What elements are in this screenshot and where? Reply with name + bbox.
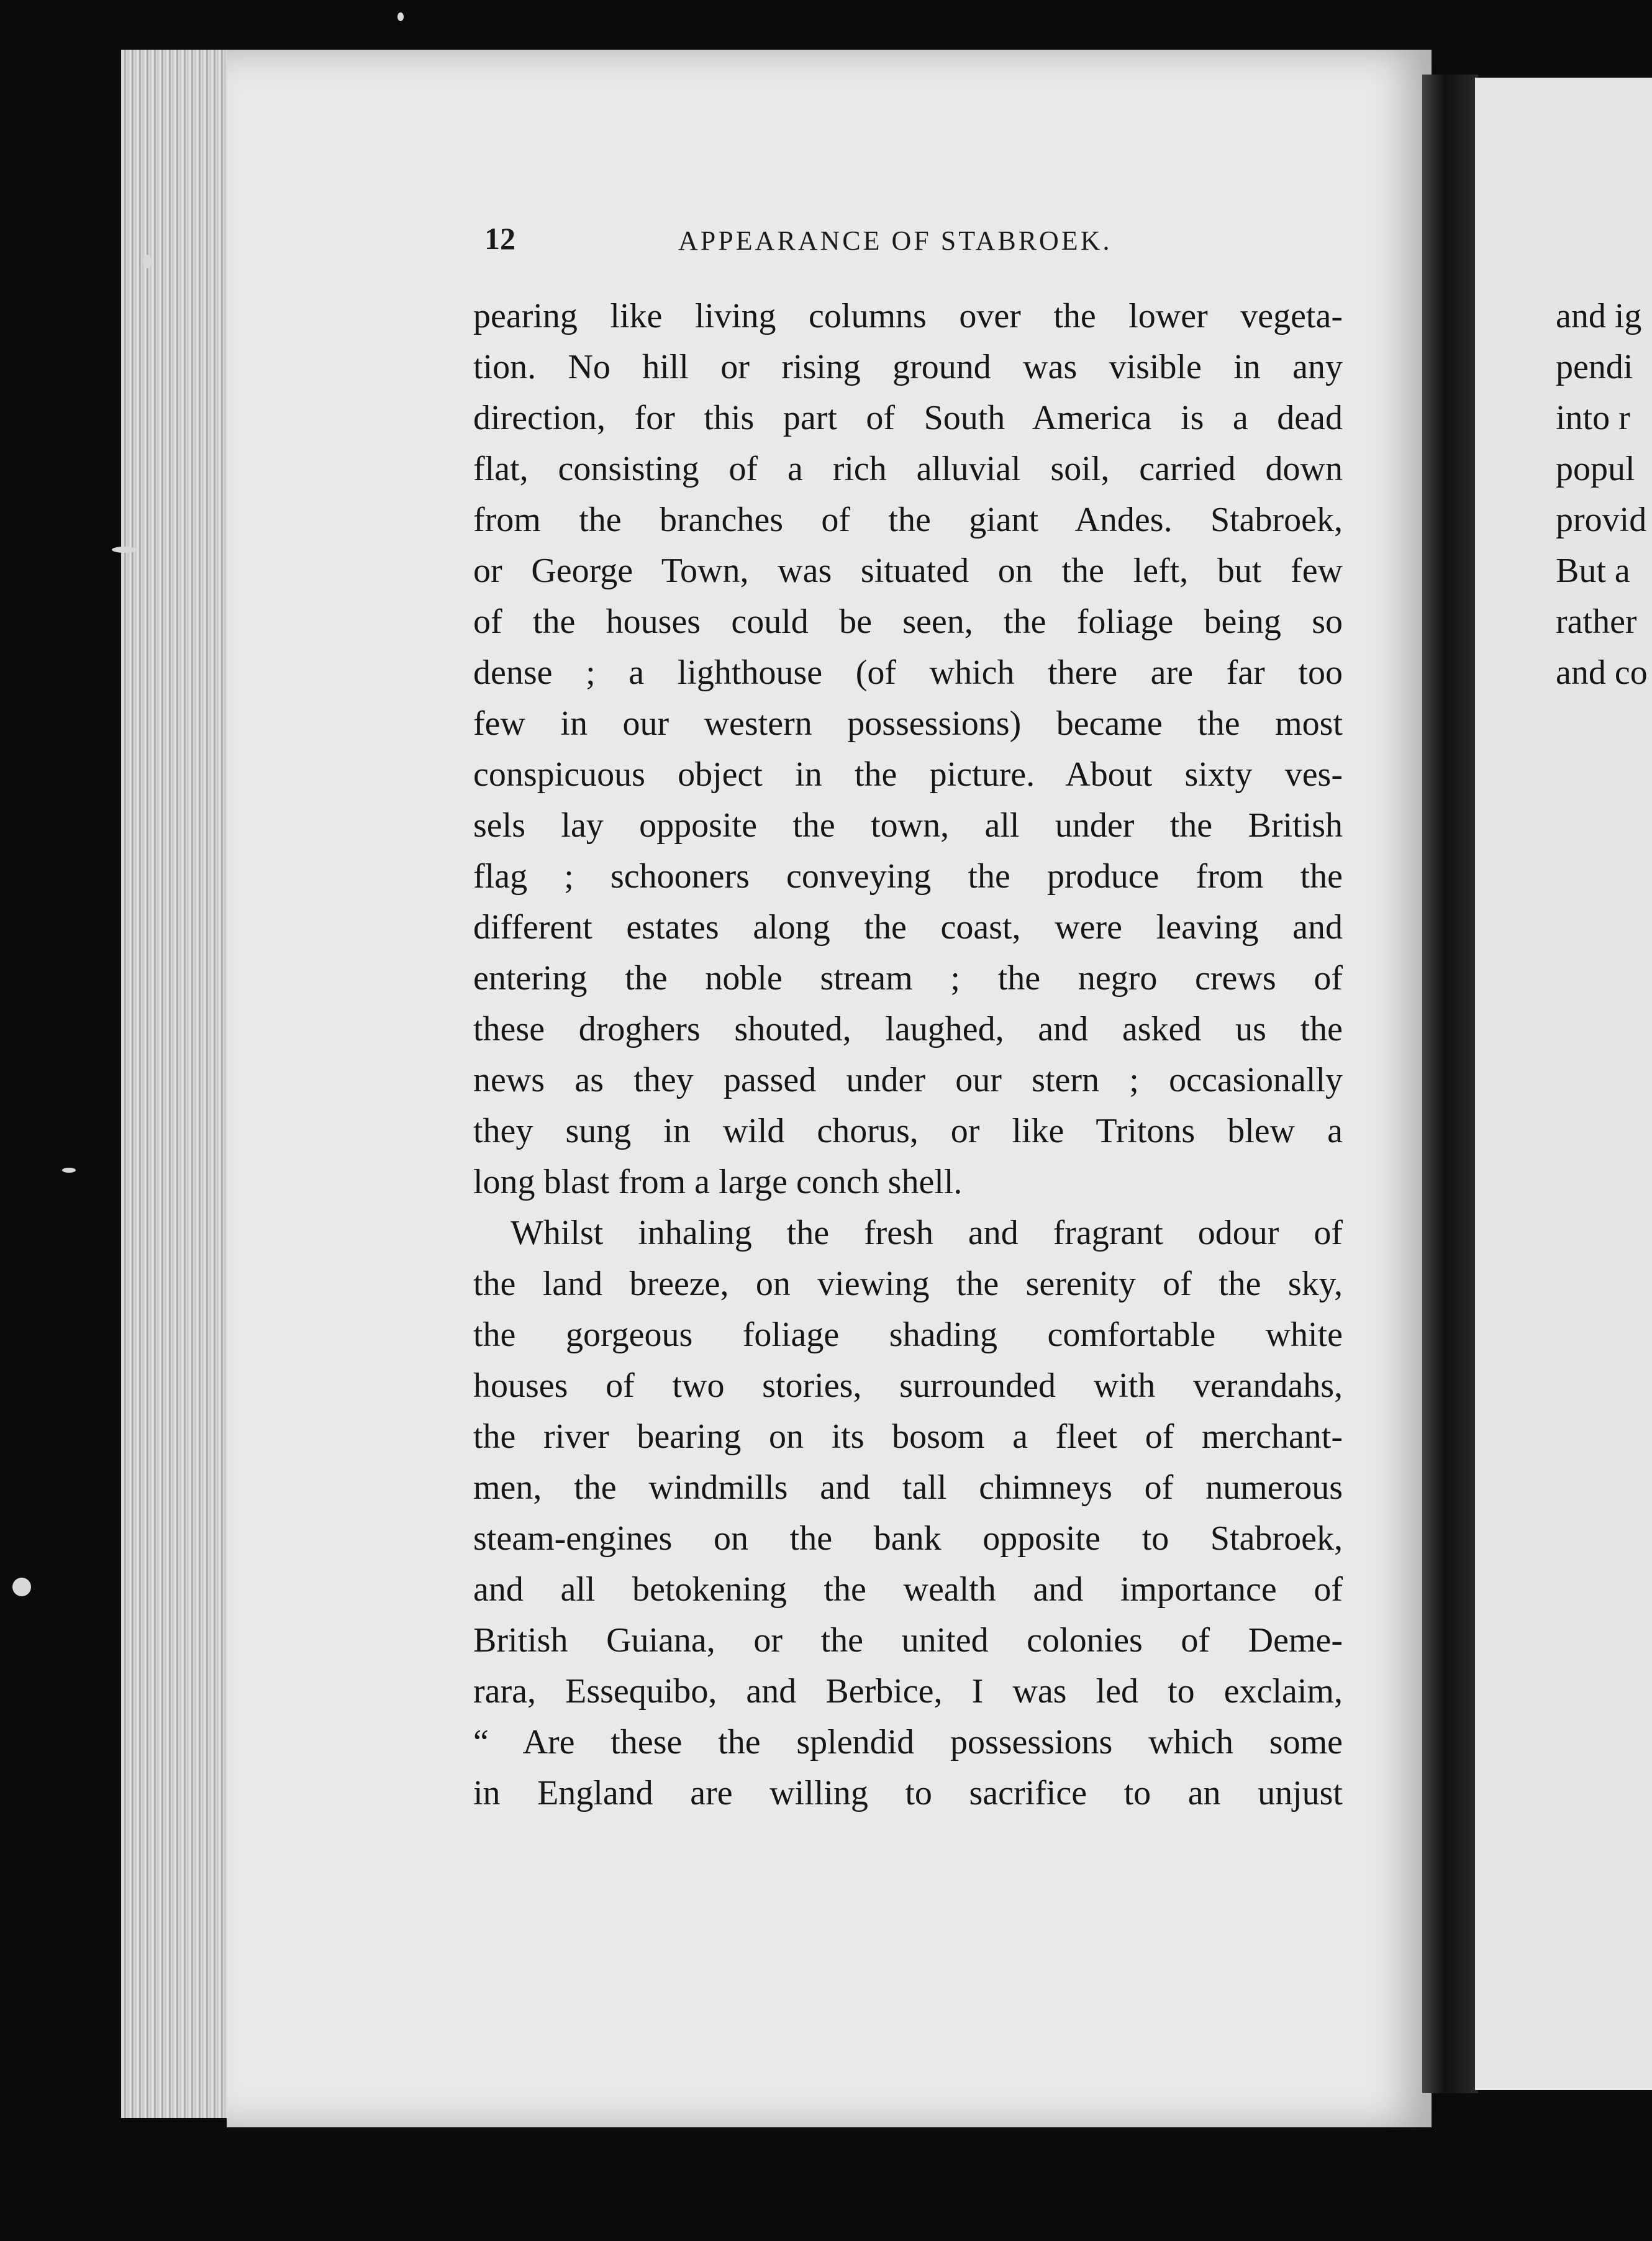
dust-speck bbox=[143, 255, 152, 268]
dust-speck bbox=[112, 547, 137, 553]
page-edges bbox=[121, 50, 234, 2118]
text-line: men, the windmills and tall chimneys of numerous bbox=[473, 1468, 1343, 1507]
text-line: entering the noble stream ; the negro crews of bbox=[473, 959, 1343, 998]
facing-line: popul bbox=[1556, 450, 1635, 488]
text-line: rara, Essequibo, and Berbice, I was led to exclaim, bbox=[473, 1672, 1343, 1711]
text-line: of the houses could be seen, the foliage being so bbox=[473, 602, 1343, 641]
facing-line: and co bbox=[1556, 653, 1648, 692]
running-head: APPEARANCE OF STABROEK. bbox=[678, 225, 1112, 256]
text-line: they sung in wild chorus, or like Tritons blew a bbox=[473, 1112, 1343, 1150]
text-line: Whilst inhaling the fresh and fragrant odour of bbox=[511, 1214, 1343, 1252]
text-line: few in our western possessions) became the most bbox=[473, 704, 1343, 743]
body-text bbox=[473, 291, 1343, 1819]
facing-line: But a bbox=[1556, 552, 1630, 590]
text-line: British Guiana, or the united colonies of Deme- bbox=[473, 1621, 1343, 1660]
text-line: “ Are these the splendid possessions which some bbox=[473, 1723, 1343, 1761]
page-number: 12 bbox=[484, 221, 515, 256]
text-line: pearing like living columns over the lower vegeta- bbox=[473, 297, 1343, 335]
text-line: long blast from a large conch shell. bbox=[473, 1163, 963, 1201]
text-line: and all betokening the wealth and importance of bbox=[473, 1570, 1343, 1609]
text-line: these droghers shouted, laughed, and asked us the bbox=[473, 1010, 1343, 1048]
text-line: different estates along the coast, were leaving and bbox=[473, 908, 1343, 947]
text-line: steam-engines on the bank opposite to Stabroek, bbox=[473, 1519, 1343, 1558]
text-line: tion. No hill or rising ground was visible in any bbox=[473, 348, 1343, 386]
text-line: in England are willing to sacrifice to an unjust bbox=[473, 1774, 1343, 1812]
facing-line: pendi bbox=[1556, 348, 1633, 386]
facing-line: provid bbox=[1556, 501, 1647, 539]
text-line: the river bearing on its bosom a fleet of merchant- bbox=[473, 1417, 1343, 1456]
dust-speck bbox=[62, 1168, 76, 1173]
text-line: houses of two stories, surrounded with verandahs, bbox=[473, 1366, 1343, 1405]
text-line: the gorgeous foliage shading comfortable white bbox=[473, 1316, 1343, 1354]
dust-speck bbox=[397, 12, 404, 21]
book-gutter bbox=[1422, 75, 1478, 2093]
text-line: conspicuous object in the picture. About sixty ves- bbox=[473, 755, 1343, 794]
text-line: direction, for this part of South America is a dead bbox=[473, 399, 1343, 437]
dust-speck bbox=[12, 1578, 31, 1596]
text-line: sels lay opposite the town, all under the British bbox=[473, 806, 1343, 845]
text-line: the land breeze, on viewing the serenity of the sky, bbox=[473, 1265, 1343, 1303]
text-line: news as they passed under our stern ; occasionally bbox=[473, 1061, 1343, 1099]
text-line: flag ; schooners conveying the produce from the bbox=[473, 857, 1343, 896]
text-line: flat, consisting of a rich alluvial soil, carried down bbox=[473, 450, 1343, 488]
text-line: from the branches of the giant Andes. Stabroek, bbox=[473, 501, 1343, 539]
text-line: or George Town, was situated on the left, but few bbox=[473, 552, 1343, 590]
facing-line: and ig bbox=[1556, 297, 1642, 335]
facing-line: rather bbox=[1556, 602, 1637, 641]
text-line: dense ; a lighthouse (of which there are far too bbox=[473, 653, 1343, 692]
facing-line: into r bbox=[1556, 399, 1630, 437]
facing-page-text bbox=[1556, 291, 1652, 698]
